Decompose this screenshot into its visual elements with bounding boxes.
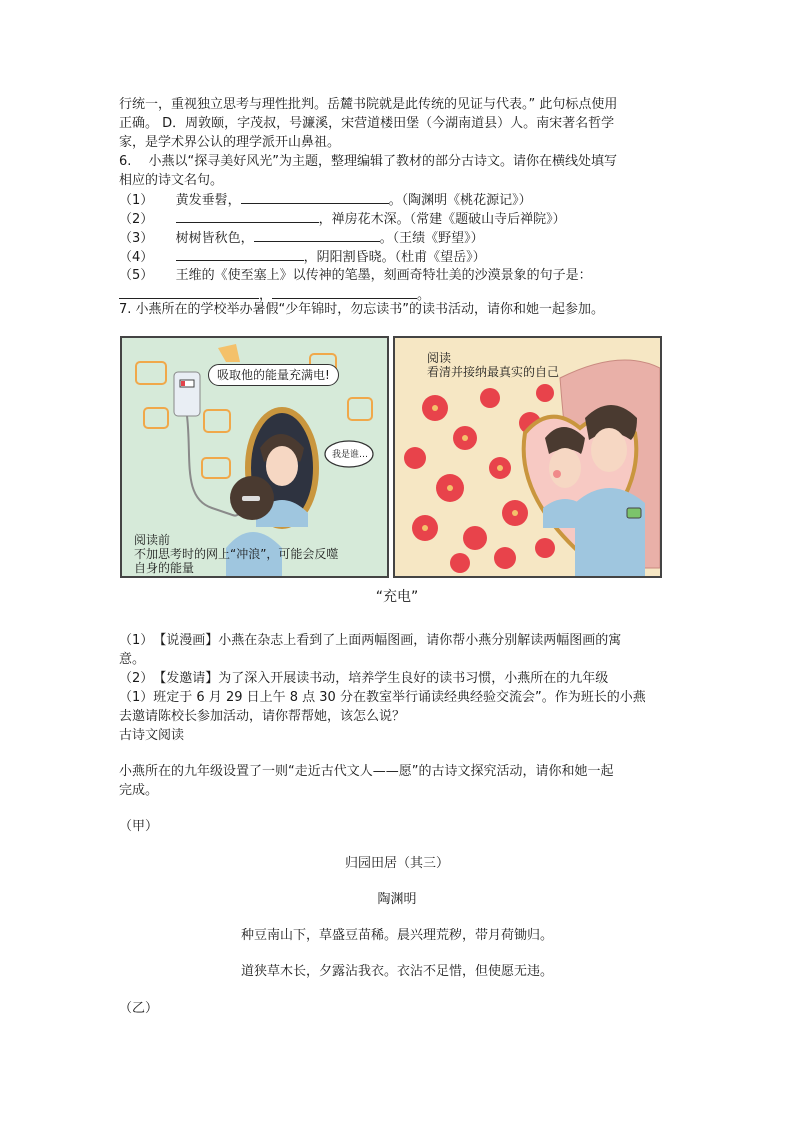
comic-title: “充电” — [375, 589, 419, 605]
task-2: （2） 【发邀请】为了深入开展读书动，培养学生良好的读书习惯，小燕所在的九年级 — [119, 671, 609, 686]
prompt-text: 树树皆秋色， — [175, 231, 254, 246]
task-1: （1） 【说漫画】小燕在杂志上看到了上面两幅图画，请你帮小燕分别解读两幅图画的寓 — [119, 633, 622, 648]
text-line: （1）班定于 6 月 29 日上午 8 点 30 分在教室举行诵读经典经验交流会”。作为班长的小燕 — [119, 690, 646, 705]
poem-line: 种豆南山下，草盛豆苗稀。晨兴理荒秽，带月荷锄归。 — [240, 928, 553, 943]
item-number: （5） — [119, 268, 154, 283]
answer-blank[interactable] — [119, 286, 259, 299]
text-line: 行统一，重视独立思考与理性批判。岳麓书院就是此传统的见证与代表。” 此句标点使用 — [119, 97, 618, 112]
poem-author: 陶渊明 — [377, 892, 417, 907]
intro-text: 小燕所在的九年级设置了一则“走近古代文人——愿”的古诗文探究活动，请你和她一起 — [119, 764, 614, 779]
small-speech-bubble: 我是谁… — [332, 450, 369, 460]
source-text: ，禅房花木深。（常建《题破山寺后禅院》） — [318, 212, 566, 227]
text-line: 意。 — [119, 652, 146, 667]
text-line: 完成。 — [119, 783, 159, 798]
speech-bubble: 吸取他的能量充满电! — [208, 364, 339, 386]
answer-blank[interactable] — [176, 210, 319, 223]
question-7: 7. 小燕所在的学校举办暑假“少年锦时，勿忘读书”的读书活动，请你和她一起参加。 — [119, 302, 605, 317]
item-number: （4） — [119, 250, 154, 265]
section-heading: 古诗文阅读 — [119, 728, 185, 743]
caption-title: 阅读前 — [134, 533, 171, 547]
answer-blank[interactable] — [254, 229, 380, 242]
text-line: 家，是学术界公认的理学派开山鼻祖。 — [119, 135, 341, 150]
prompt-text: 王维的《使至塞上》以传神的笔墨，刻画奇特壮美的沙漠景象的句子是： — [175, 268, 592, 283]
fill-item-4 — [119, 248, 486, 267]
battery-full-icon — [627, 508, 641, 518]
prompt-text: 黄发垂髫， — [175, 193, 241, 208]
poem-line: 道狭草木长，夕露沾我衣。衣沾不足惜，但使愿无违。 — [240, 964, 553, 979]
fill-item-1 — [119, 191, 532, 210]
comma: ， — [259, 288, 273, 303]
hair-clip-icon — [242, 496, 260, 501]
item-number: （2） — [119, 212, 154, 227]
text-line: 去邀请陈校长参加活动，请你帮帮她，该怎么说？ — [119, 709, 406, 724]
answer-blank[interactable] — [272, 286, 417, 299]
fill-item-2 — [119, 210, 566, 229]
period: 。 — [417, 288, 431, 303]
item-number: （3） — [119, 231, 154, 246]
poem-title: 归园田居（其三） — [344, 856, 449, 871]
text-line: 相应的诗文名句。 — [119, 173, 224, 188]
caption-text: 看清并接纳最真实的自己 — [427, 365, 560, 379]
source-text: 。（陶渊明《桃花源记》） — [388, 193, 532, 208]
phone-icon — [174, 372, 200, 416]
fill-item-5 — [119, 267, 592, 285]
answer-blank[interactable] — [176, 248, 304, 261]
fill-item-3 — [119, 229, 484, 248]
source-text: 。（王绩《野望》） — [379, 231, 484, 246]
item-number: （1） — [119, 193, 154, 208]
caption-text: 不加思考时的网上“冲浪”，可能会反噬 — [134, 547, 339, 561]
question-6: 6. 小燕以“探寻美好风光”为主题，整理编辑了教材的部分古诗文。请你在横线处填写 — [119, 154, 618, 169]
comic-panel-before-reading — [120, 336, 389, 578]
comic-panel-reading — [393, 336, 662, 578]
source-text: ，阴阳割昏晓。（杜甫《望岳》） — [303, 250, 486, 265]
text-line: 正确。 D．周敦颐，字茂叔，号濂溪，宋营道楼田堡（今湖南道县）人。南宋著名哲学 — [119, 116, 615, 131]
answer-blank[interactable] — [241, 191, 389, 204]
poem-label-yi: （乙） — [119, 1001, 159, 1016]
poem-label-jia: （甲） — [119, 819, 159, 834]
caption-title: 阅读 — [427, 351, 452, 365]
caption-text: 自身的能量 — [134, 561, 195, 575]
